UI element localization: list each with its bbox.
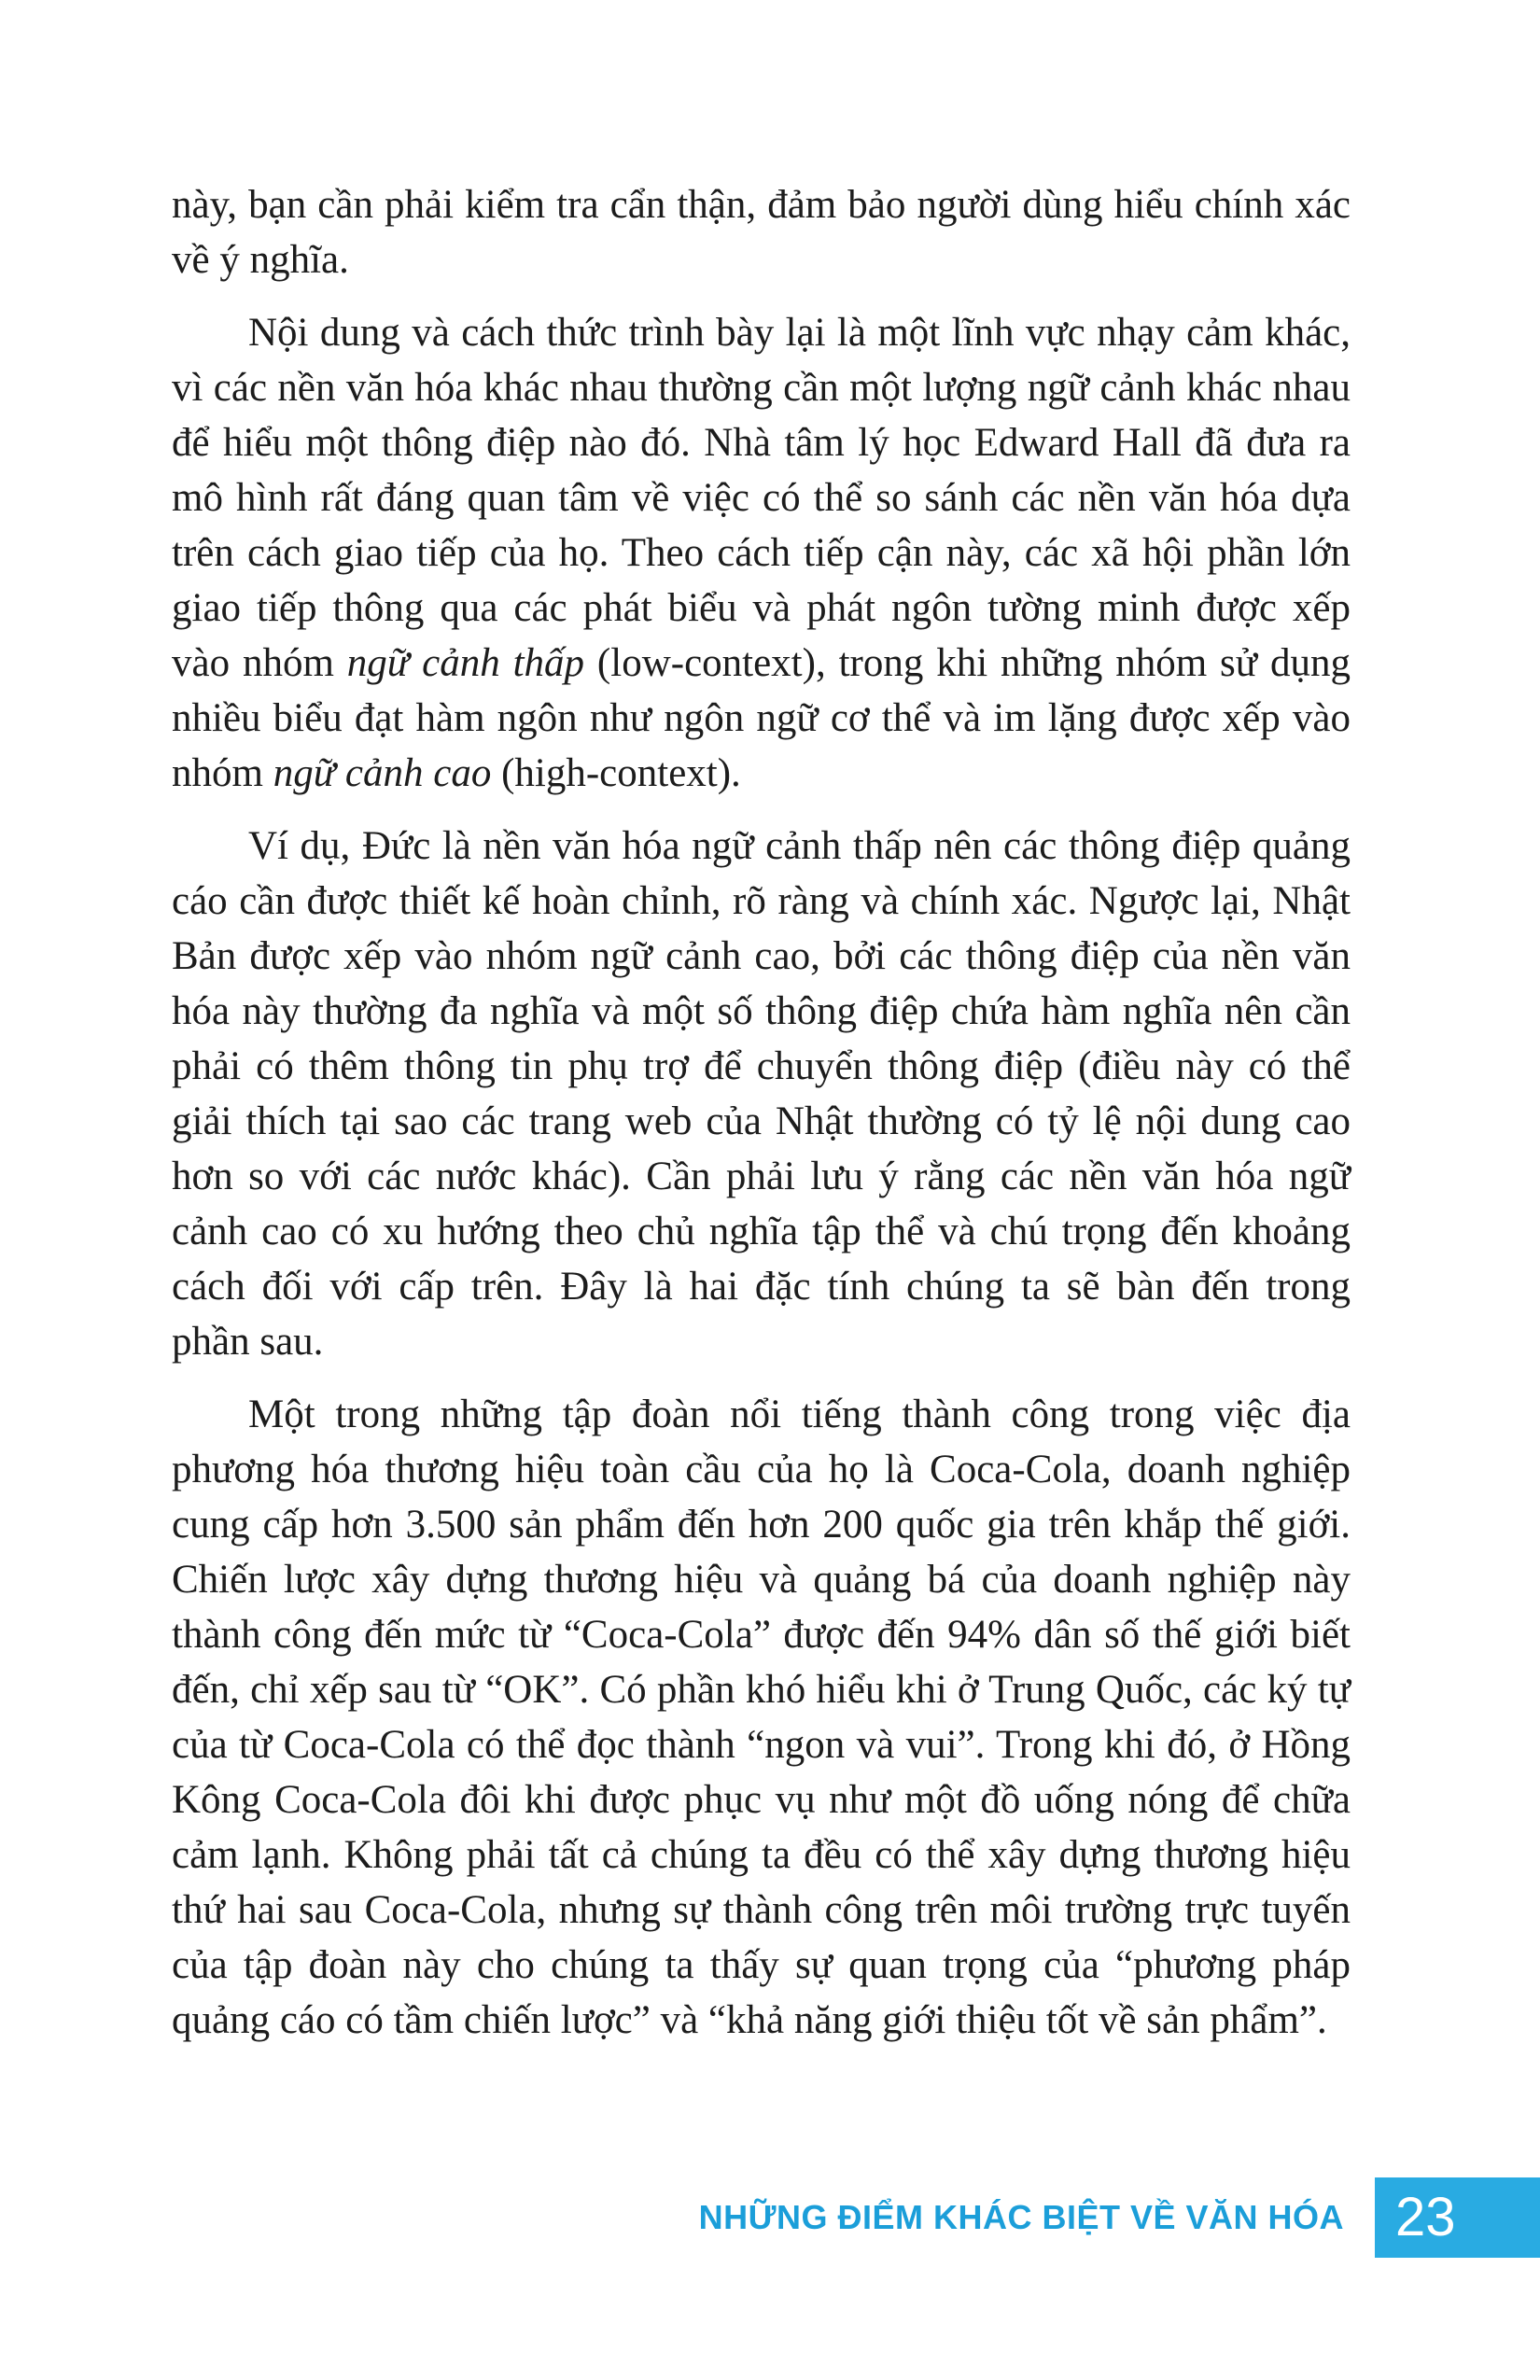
text-line: cảm lạnh. Không phải tất cả chúng ta đều có thể xây dựng thương hiệu xyxy=(172,1833,1351,1877)
text-line: hơn so với các nước khác). Cần phải lưu ý rằng các nền văn hóa ngữ xyxy=(172,1155,1351,1198)
text-line: quảng cáo có tầm chiến lược” và “khả năng giới thiệu tốt về sản phẩm”. xyxy=(172,1998,1327,2042)
paragraph xyxy=(172,177,1351,287)
text-line: cáo cần được thiết kế hoàn chỉnh, rõ ràng và chính xác. Ngược lại, Nhật xyxy=(172,879,1351,923)
text-line: Một trong những tập đoàn nổi tiếng thành công trong việc địa xyxy=(248,1393,1351,1436)
text-line: hóa này thường đa nghĩa và một số thông điệp chứa hàm nghĩa nên cần xyxy=(172,989,1351,1033)
paragraph xyxy=(172,819,1351,1369)
page-number: 23 xyxy=(1395,2187,1456,2247)
text-line: để hiểu một thông điệp nào đó. Nhà tâm lý học Edward Hall đã đưa ra xyxy=(172,421,1351,465)
text-line: vào nhóm ngữ cảnh thấp (low-context), trong khi những nhóm sử dụng xyxy=(172,641,1351,685)
text-line: về ý nghĩa. xyxy=(172,238,349,282)
text-line: giao tiếp thông qua các phát biểu và phát ngôn tường minh được xếp xyxy=(172,586,1351,630)
text-line: vì các nền văn hóa khác nhau thường cần một lượng ngữ cảnh khác nhau xyxy=(172,366,1351,410)
text-line: trên cách giao tiếp của họ. Theo cách tiếp cận này, các xã hội phần lớn xyxy=(172,531,1351,575)
text-line: này, bạn cần phải kiểm tra cẩn thận, đảm bảo người dùng hiểu chính xác xyxy=(172,183,1351,227)
text-line: giải thích tại sao các trang web của Nhật thường có tỷ lệ nội dung cao xyxy=(172,1099,1351,1143)
text-line: phương hóa thương hiệu toàn cầu của họ là Coca-Cola, doanh nghiệp xyxy=(172,1448,1351,1491)
text-line: đến, chỉ xếp sau từ “OK”. Có phần khó hiểu khi ở Trung Quốc, các ký tự xyxy=(172,1668,1351,1712)
text-line: cung cấp hơn 3.500 sản phẩm đến hơn 200 quốc gia trên khắp thế giới. xyxy=(172,1503,1351,1547)
paragraph xyxy=(172,1387,1351,2048)
text-line: cách đối với cấp trên. Đây là hai đặc tính chúng ta sẽ bàn đến trong xyxy=(172,1265,1351,1309)
text-line: mô hình rất đáng quan tâm về việc có thể so sánh các nền văn hóa dựa xyxy=(172,476,1351,520)
text-line: Bản được xếp vào nhóm ngữ cảnh cao, bởi các thông điệp của nền văn xyxy=(172,934,1351,978)
text-line: của tập đoàn này cho chúng ta thấy sự quan trọng của “phương pháp xyxy=(172,1943,1351,1987)
page-footer xyxy=(0,2177,1540,2258)
text-line: Chiến lược xây dựng thương hiệu và quảng bá của doanh nghiệp này xyxy=(172,1558,1351,1602)
text-line: nhóm ngữ cảnh cao (high-context). xyxy=(172,751,741,795)
text-line: phải có thêm thông tin phụ trợ để chuyển thông điệp (điều này có thể xyxy=(172,1044,1351,1088)
text-line: Kông Coca-Cola đôi khi được phục vụ như một đồ uống nóng để chữa xyxy=(172,1778,1351,1822)
text-block xyxy=(172,177,1351,2048)
text-line: thành công đến mức từ “Coca-Cola” được đến 94% dân số thế giới biết xyxy=(172,1613,1351,1657)
text-line: nhiều biểu đạt hàm ngôn như ngôn ngữ cơ thể và im lặng được xếp vào xyxy=(172,696,1351,740)
text-line: của từ Coca-Cola có thể đọc thành “ngon và vui”. Trong khi đó, ở Hồng xyxy=(172,1723,1351,1767)
paragraph xyxy=(172,305,1351,801)
text-line: phần sau. xyxy=(172,1320,324,1364)
text-line: cảnh cao có xu hướng theo chủ nghĩa tập thể và chú trọng đến khoảng xyxy=(172,1210,1351,1253)
text-line: thứ hai sau Coca-Cola, nhưng sự thành công trên môi trường trực tuyến xyxy=(172,1888,1351,1932)
chapter-title: NHỮNG ĐIỂM KHÁC BIỆT VỀ VĂN HÓA xyxy=(698,2198,1344,2236)
text-line: Ví dụ, Đức là nền văn hóa ngữ cảnh thấp nên các thông điệp quảng xyxy=(248,824,1351,868)
text-line: Nội dung và cách thức trình bày lại là một lĩnh vực nhạy cảm khác, xyxy=(248,311,1351,355)
page-number-box xyxy=(1375,2177,1540,2258)
